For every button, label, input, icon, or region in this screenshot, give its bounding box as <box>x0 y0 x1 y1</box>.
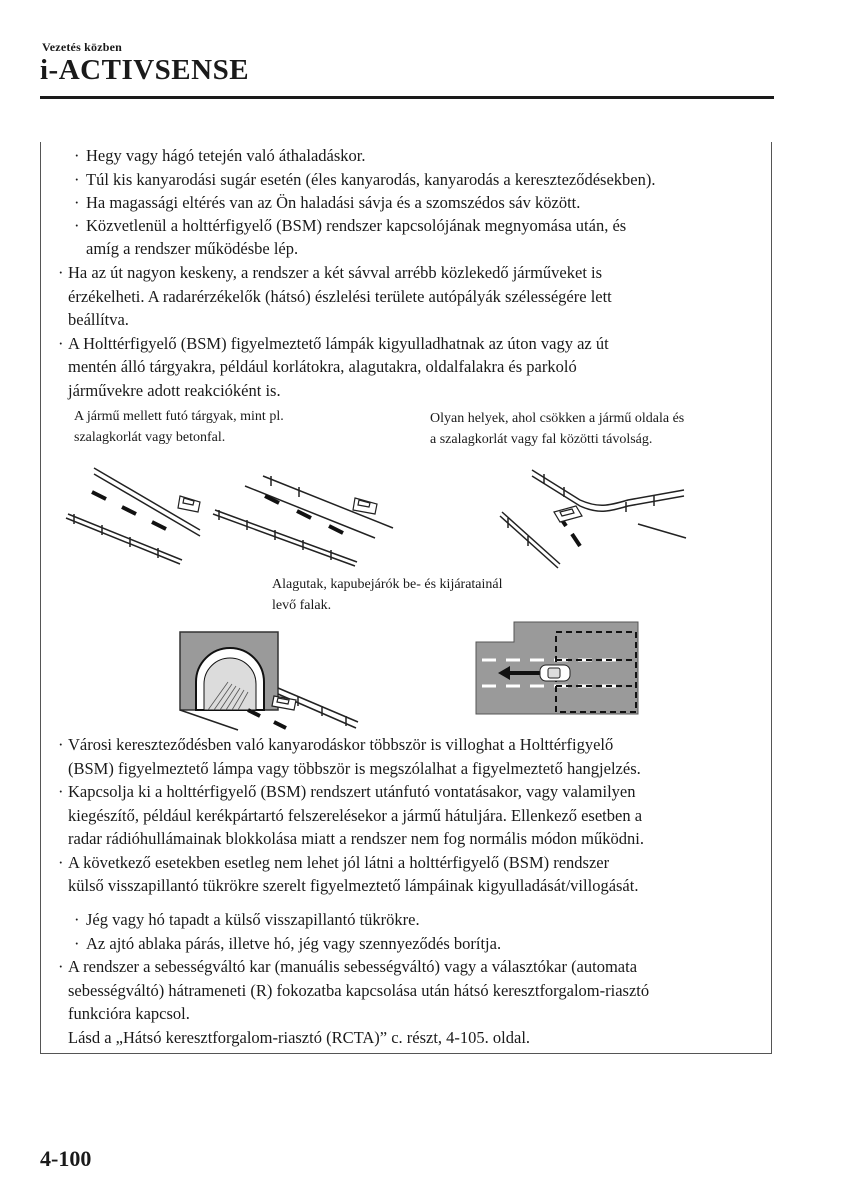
figure-caption: A jármű mellett futó tárgyak, mint pl. <box>74 409 284 424</box>
bullet-marker: · <box>58 957 64 976</box>
bullet-marker: · <box>74 934 80 953</box>
list-item: amíg a rendszer működésbe lép. <box>86 239 299 258</box>
figure-caption: a szalagkorlát vagy fal közötti távolság. <box>430 432 653 447</box>
list-item: (BSM) figyelmeztető lámpa vagy többször is megszólalhat a figyelmeztető hangjelzés. <box>68 759 641 778</box>
list-item: járművekre adott reakcióként is. <box>68 381 281 400</box>
list-item: sebességváltó) hátrameneti (R) fokozatba kapcsolása után hátsó keresztforgalom-riasztó <box>68 981 650 1000</box>
list-item: radar rádióhullámainak blokkolása miatt a rendszer nem fog normális módon működni. <box>68 829 644 848</box>
list-item: Városi kereszteződésben való kanyarodáskor többször is villoghat a Holttérfigyelő <box>68 735 614 754</box>
bullet-marker: · <box>74 216 80 235</box>
list-item: érzékelheti. A radarérzékelők (hátsó) észlelési területe autópályák szélességére lett <box>68 287 612 306</box>
chapter-title: i-ACTIVSENSE <box>40 54 250 86</box>
blind-spot-zone-diagram <box>474 620 640 716</box>
page-number: 4-100 <box>40 1146 92 1171</box>
narrowing-guardrail-illustration <box>488 460 688 572</box>
list-item: mentén álló tárgyakra, például korlátokra, alagutakra, oldalfalakra és parkoló <box>68 357 577 376</box>
bullet-marker: · <box>58 782 64 801</box>
list-item: Kapcsolja ki a holttérfigyelő (BSM) rendszert utánfutó vontatásakor, vagy valamilyen <box>68 782 636 801</box>
bullet-marker: · <box>74 146 80 165</box>
list-item: külső visszapillantó tükrökre szerelt figyelmeztető lámpáinak kigyulladását/villogását. <box>68 876 639 895</box>
bullet-marker: · <box>74 170 80 189</box>
bullet-marker: · <box>58 334 64 353</box>
list-item: A Holttérfigyelő (BSM) figyelmeztető lámpák kigyulladhatnak az úton vagy az út <box>68 334 609 353</box>
bullet-marker: · <box>58 735 64 754</box>
cross-reference: Lásd a „Hátsó keresztforgalom-riasztó (RCTA)” c. részt, 4-105. oldal. <box>68 1028 531 1047</box>
tunnel-entrance-illustration <box>178 630 360 732</box>
list-item: Hegy vagy hágó tetején való áthaladáskor. <box>86 146 366 165</box>
guardrail-road-illustration-1 <box>62 458 202 568</box>
list-item: Ha magassági eltérés van az Ön haladási sávja és a szomszédos sáv között. <box>86 193 581 212</box>
list-item: Túl kis kanyarodási sugár esetén (éles kanyarodás, kanyarodás a kereszteződésekben). <box>86 170 656 189</box>
figure-caption: Olyan helyek, ahol csökken a jármű oldala és <box>430 411 685 426</box>
list-item: A következő esetekben esetleg nem lehet jól látni a holttérfigyelő (BSM) rendszer <box>68 853 610 872</box>
bullet-marker: · <box>74 910 80 929</box>
list-item: Jég vagy hó tapadt a külső visszapillantó tükrökre. <box>86 910 420 929</box>
figure-caption: levő falak. <box>272 598 332 613</box>
figure-caption: Alagutak, kapubejárók be- és kijáratainál <box>272 577 503 592</box>
list-item: kiegészítő, például kerékpártartó felszerelésekor a jármű hátuljára. Ellenkező esetben a <box>68 806 643 825</box>
list-item: Közvetlenül a holttérfigyelő (BSM) rendszer kapcsolójának megnyomása után, és <box>86 216 627 235</box>
bullet-marker: · <box>58 263 64 282</box>
list-item: beállítva. <box>68 310 129 329</box>
header-rule <box>40 96 774 99</box>
figure-caption: szalagkorlát vagy betonfal. <box>74 430 226 445</box>
list-item: funkcióra kapcsol. <box>68 1004 190 1023</box>
list-item: Ha az út nagyon keskeny, a rendszer a két sávval arrébb közlekedő járműveket is <box>68 263 603 282</box>
bullet-marker: · <box>74 193 80 212</box>
bullet-marker: · <box>58 853 64 872</box>
section-label: Vezetés közben <box>42 40 123 54</box>
list-item: Az ajtó ablaka párás, illetve hó, jég vagy szennyeződés borítja. <box>86 934 502 953</box>
guardrail-road-illustration-2 <box>205 458 395 568</box>
list-item: A rendszer a sebességváltó kar (manuális sebességváltó) vagy a választókar (automata <box>68 957 638 976</box>
